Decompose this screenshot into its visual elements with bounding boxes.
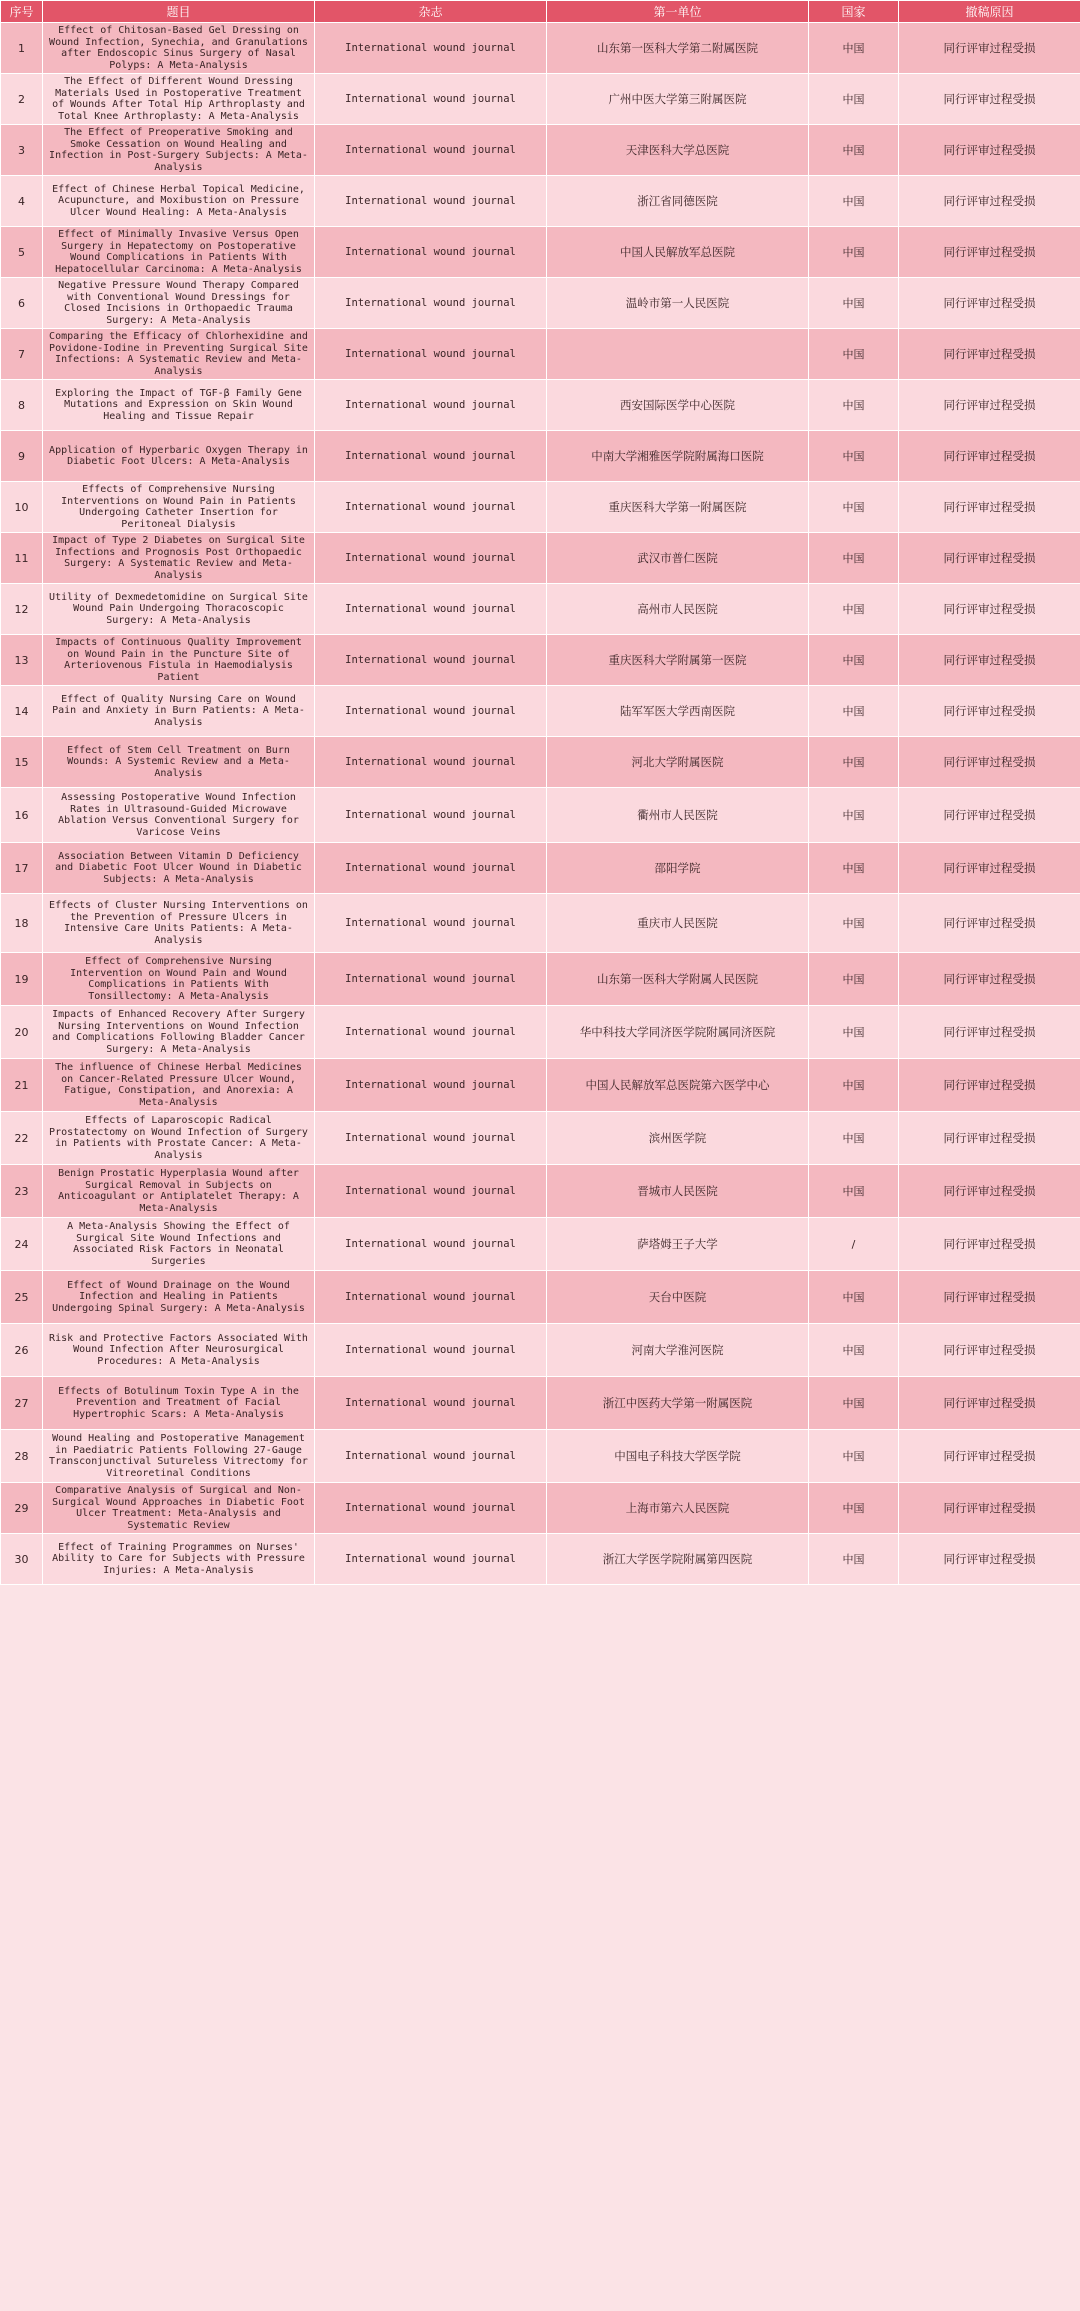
cell-unit: 萨塔姆王子大学 bbox=[547, 1218, 809, 1271]
table-row bbox=[1, 74, 1080, 125]
cell-journal: International wound journal bbox=[315, 686, 547, 737]
cell-index: 9 bbox=[1, 431, 43, 482]
cell-country: 中国 bbox=[809, 329, 899, 380]
cell-title: Effect of Minimally Invasive Versus Open Surgery in Hepatectomy on Postoperative Wound Complications in Patients With Hepatocellular Carcinoma: A Meta-Analysis bbox=[43, 227, 315, 278]
cell-reason: 同行评审过程受损 bbox=[899, 584, 1080, 635]
cell-reason: 同行评审过程受损 bbox=[899, 686, 1080, 737]
cell-title: Effect of Comprehensive Nursing Intervention on Wound Pain and Wound Complications in Patients With Tonsillectomy: A Meta-Analysis bbox=[43, 953, 315, 1006]
cell-title: Effect of Chitosan-Based Gel Dressing on Wound Infection, Synechia, and Granulations after Endoscopic Sinus Surgery of Nasal Polyps: A Meta-Analysis bbox=[43, 23, 315, 74]
cell-country: 中国 bbox=[809, 1430, 899, 1483]
table-row bbox=[1, 533, 1080, 584]
cell-journal: International wound journal bbox=[315, 737, 547, 788]
cell-journal: International wound journal bbox=[315, 953, 547, 1006]
cell-journal: International wound journal bbox=[315, 1059, 547, 1112]
cell-country: 中国 bbox=[809, 1377, 899, 1430]
cell-country: 中国 bbox=[809, 686, 899, 737]
table-row bbox=[1, 482, 1080, 533]
cell-index: 18 bbox=[1, 894, 43, 953]
cell-index: 29 bbox=[1, 1483, 43, 1534]
cell-title: Association Between Vitamin D Deficiency and Diabetic Foot Ulcer Wound in Diabetic Subjects: A Meta-Analysis bbox=[43, 843, 315, 894]
cell-index: 16 bbox=[1, 788, 43, 843]
cell-title: Assessing Postoperative Wound Infection Rates in Ultrasound-Guided Microwave Ablation Versus Conventional Surgery for Varicose Veins bbox=[43, 788, 315, 843]
cell-unit: 衢州市人民医院 bbox=[547, 788, 809, 843]
cell-unit: 武汉市普仁医院 bbox=[547, 533, 809, 584]
cell-unit: 重庆医科大学第一附属医院 bbox=[547, 482, 809, 533]
cell-index: 15 bbox=[1, 737, 43, 788]
cell-title: The Effect of Different Wound Dressing Materials Used in Postoperative Treatment of Wounds After Total Hip Arthroplasty and Total Knee Arthroplasty: A Meta-Analysis bbox=[43, 74, 315, 125]
cell-country: 中国 bbox=[809, 380, 899, 431]
cell-title: Negative Pressure Wound Therapy Compared with Conventional Wound Dressings for Closed Incisions in Orthopaedic Trauma Surgery: A Meta-Analysis bbox=[43, 278, 315, 329]
table-row bbox=[1, 227, 1080, 278]
table-row bbox=[1, 431, 1080, 482]
cell-journal: International wound journal bbox=[315, 125, 547, 176]
cell-journal: International wound journal bbox=[315, 176, 547, 227]
table-row bbox=[1, 1534, 1080, 1585]
cell-title: Effect of Stem Cell Treatment on Burn Wounds: A Systemic Review and a Meta-Analysis bbox=[43, 737, 315, 788]
table-row bbox=[1, 1165, 1080, 1218]
cell-unit: 天台中医院 bbox=[547, 1271, 809, 1324]
cell-unit: 温岭市第一人民医院 bbox=[547, 278, 809, 329]
cell-journal: International wound journal bbox=[315, 1483, 547, 1534]
cell-index: 27 bbox=[1, 1377, 43, 1430]
cell-unit: 上海市第六人民医院 bbox=[547, 1483, 809, 1534]
cell-index: 25 bbox=[1, 1271, 43, 1324]
cell-reason: 同行评审过程受损 bbox=[899, 329, 1080, 380]
cell-reason: 同行评审过程受损 bbox=[899, 635, 1080, 686]
cell-journal: International wound journal bbox=[315, 1430, 547, 1483]
cell-reason: 同行评审过程受损 bbox=[899, 380, 1080, 431]
cell-unit: 浙江省同德医院 bbox=[547, 176, 809, 227]
cell-reason: 同行评审过程受损 bbox=[899, 533, 1080, 584]
table-row bbox=[1, 1430, 1080, 1483]
cell-reason: 同行评审过程受损 bbox=[899, 125, 1080, 176]
table-row bbox=[1, 1218, 1080, 1271]
table-row bbox=[1, 843, 1080, 894]
cell-index: 6 bbox=[1, 278, 43, 329]
cell-title: The influence of Chinese Herbal Medicines on Cancer-Related Pressure Ulcer Wound, Fatigue, Constipation, and Anorexia: A Meta-Analysis bbox=[43, 1059, 315, 1112]
table-row bbox=[1, 635, 1080, 686]
cell-title: Utility of Dexmedetomidine on Surgical Site Wound Pain Undergoing Thoracoscopic Surgery: A Meta-Analysis bbox=[43, 584, 315, 635]
cell-reason: 同行评审过程受损 bbox=[899, 1271, 1080, 1324]
cell-reason: 同行评审过程受损 bbox=[899, 23, 1080, 74]
cell-journal: International wound journal bbox=[315, 788, 547, 843]
header-index: 序号 bbox=[1, 1, 43, 23]
cell-title: A Meta-Analysis Showing the Effect of Surgical Site Wound Infections and Associated Risk Factors in Neonatal Surgeries bbox=[43, 1218, 315, 1271]
cell-unit: 邵阳学院 bbox=[547, 843, 809, 894]
cell-unit: 陆军军医大学西南医院 bbox=[547, 686, 809, 737]
cell-unit: 滨州医学院 bbox=[547, 1112, 809, 1165]
cell-title: Application of Hyperbaric Oxygen Therapy in Diabetic Foot Ulcers: A Meta-Analysis bbox=[43, 431, 315, 482]
cell-journal: International wound journal bbox=[315, 23, 547, 74]
table-row bbox=[1, 686, 1080, 737]
cell-index: 7 bbox=[1, 329, 43, 380]
cell-reason: 同行评审过程受损 bbox=[899, 894, 1080, 953]
cell-index: 2 bbox=[1, 74, 43, 125]
cell-title: Effects of Cluster Nursing Interventions on the Prevention of Pressure Ulcers in Intensive Care Units Patients: A Meta-Analysis bbox=[43, 894, 315, 953]
cell-country: 中国 bbox=[809, 894, 899, 953]
cell-title: Comparative Analysis of Surgical and Non-Surgical Wound Approaches in Diabetic Foot Ulcer Treatment: Meta-Analysis and Systematic Review bbox=[43, 1483, 315, 1534]
table-row bbox=[1, 737, 1080, 788]
cell-index: 26 bbox=[1, 1324, 43, 1377]
cell-unit: 山东第一医科大学第二附属医院 bbox=[547, 23, 809, 74]
header-unit: 第一单位 bbox=[547, 1, 809, 23]
cell-unit: 广州中医大学第三附属医院 bbox=[547, 74, 809, 125]
cell-reason: 同行评审过程受损 bbox=[899, 176, 1080, 227]
cell-reason: 同行评审过程受损 bbox=[899, 1430, 1080, 1483]
table-row bbox=[1, 329, 1080, 380]
cell-reason: 同行评审过程受损 bbox=[899, 843, 1080, 894]
cell-title: Effects of Laparoscopic Radical Prostatectomy on Wound Infection of Surgery in Patients with Prostate Cancer: A Meta-Analysis bbox=[43, 1112, 315, 1165]
header-title: 题目 bbox=[43, 1, 315, 23]
cell-index: 22 bbox=[1, 1112, 43, 1165]
cell-title: The Effect of Preoperative Smoking and Smoke Cessation on Wound Healing and Infection in Post-Surgery Subjects: A Meta-Analysis bbox=[43, 125, 315, 176]
cell-index: 30 bbox=[1, 1534, 43, 1585]
cell-reason: 同行评审过程受损 bbox=[899, 1112, 1080, 1165]
cell-country: 中国 bbox=[809, 584, 899, 635]
cell-index: 20 bbox=[1, 1006, 43, 1059]
cell-reason: 同行评审过程受损 bbox=[899, 1218, 1080, 1271]
cell-index: 10 bbox=[1, 482, 43, 533]
cell-title: Effect of Quality Nursing Care on Wound Pain and Anxiety in Burn Patients: A Meta-Analysis bbox=[43, 686, 315, 737]
cell-journal: International wound journal bbox=[315, 1165, 547, 1218]
cell-country: 中国 bbox=[809, 176, 899, 227]
cell-journal: International wound journal bbox=[315, 1271, 547, 1324]
cell-country: 中国 bbox=[809, 1165, 899, 1218]
cell-country: 中国 bbox=[809, 953, 899, 1006]
table-row bbox=[1, 1059, 1080, 1112]
cell-title: Effect of Chinese Herbal Topical Medicine, Acupuncture, and Moxibustion on Pressure Ulcer Wound Healing: A Meta-Analysis bbox=[43, 176, 315, 227]
table-row bbox=[1, 380, 1080, 431]
cell-title: Effects of Botulinum Toxin Type A in the Prevention and Treatment of Facial Hypertrophic Scars: A Meta-Analysis bbox=[43, 1377, 315, 1430]
cell-country: 中国 bbox=[809, 533, 899, 584]
header-journal: 杂志 bbox=[315, 1, 547, 23]
cell-reason: 同行评审过程受损 bbox=[899, 788, 1080, 843]
cell-journal: International wound journal bbox=[315, 1112, 547, 1165]
cell-journal: International wound journal bbox=[315, 482, 547, 533]
cell-index: 23 bbox=[1, 1165, 43, 1218]
cell-country: 中国 bbox=[809, 278, 899, 329]
cell-country: 中国 bbox=[809, 1483, 899, 1534]
cell-country: 中国 bbox=[809, 125, 899, 176]
table-row bbox=[1, 788, 1080, 843]
cell-reason: 同行评审过程受损 bbox=[899, 737, 1080, 788]
cell-index: 14 bbox=[1, 686, 43, 737]
cell-country: 中国 bbox=[809, 74, 899, 125]
cell-index: 28 bbox=[1, 1430, 43, 1483]
cell-journal: International wound journal bbox=[315, 74, 547, 125]
cell-unit: 中国人民解放军总医院 bbox=[547, 227, 809, 278]
cell-journal: International wound journal bbox=[315, 584, 547, 635]
cell-unit: 华中科技大学同济医学院附属同济医院 bbox=[547, 1006, 809, 1059]
cell-index: 19 bbox=[1, 953, 43, 1006]
cell-title: Comparing the Efficacy of Chlorhexidine and Povidone-Iodine in Preventing Surgical Site Infections: A Systematic Review and Meta-Analysis bbox=[43, 329, 315, 380]
cell-index: 11 bbox=[1, 533, 43, 584]
table-row bbox=[1, 1006, 1080, 1059]
table-row bbox=[1, 23, 1080, 74]
cell-index: 12 bbox=[1, 584, 43, 635]
cell-reason: 同行评审过程受损 bbox=[899, 953, 1080, 1006]
cell-country: 中国 bbox=[809, 1059, 899, 1112]
cell-reason: 同行评审过程受损 bbox=[899, 1324, 1080, 1377]
cell-index: 17 bbox=[1, 843, 43, 894]
cell-unit: 浙江大学医学院附属第四医院 bbox=[547, 1534, 809, 1585]
cell-index: 21 bbox=[1, 1059, 43, 1112]
header-country: 国家 bbox=[809, 1, 899, 23]
cell-title: Benign Prostatic Hyperplasia Wound after Surgical Removal in Subjects on Anticoagulant or Antiplatelet Therapy: A Meta-Analysis bbox=[43, 1165, 315, 1218]
cell-reason: 同行评审过程受损 bbox=[899, 278, 1080, 329]
cell-journal: International wound journal bbox=[315, 635, 547, 686]
cell-country: 中国 bbox=[809, 1271, 899, 1324]
cell-country: 中国 bbox=[809, 431, 899, 482]
header-row bbox=[1, 1, 1080, 23]
cell-title: Effect of Wound Drainage on the Wound Infection and Healing in Patients Undergoing Spinal Surgery: A Meta-Analysis bbox=[43, 1271, 315, 1324]
cell-country: 中国 bbox=[809, 1006, 899, 1059]
table-row bbox=[1, 1271, 1080, 1324]
cell-unit: 河南大学淮河医院 bbox=[547, 1324, 809, 1377]
cell-index: 24 bbox=[1, 1218, 43, 1271]
table-body bbox=[1, 23, 1080, 1585]
cell-reason: 同行评审过程受损 bbox=[899, 1377, 1080, 1430]
cell-title: Impacts of Continuous Quality Improvement on Wound Pain in the Puncture Site of Arteriovenous Fistula in Haemodialysis Patient bbox=[43, 635, 315, 686]
cell-reason: 同行评审过程受损 bbox=[899, 74, 1080, 125]
cell-journal: International wound journal bbox=[315, 1218, 547, 1271]
cell-unit: 重庆市人民医院 bbox=[547, 894, 809, 953]
cell-country: 中国 bbox=[809, 1534, 899, 1585]
cell-unit: 高州市人民医院 bbox=[547, 584, 809, 635]
table-header bbox=[1, 1, 1080, 23]
cell-country: 中国 bbox=[809, 482, 899, 533]
cell-title: Impact of Type 2 Diabetes on Surgical Site Infections and Prognosis Post Orthopaedic Surgery: A Systematic Review and Meta-Analysis bbox=[43, 533, 315, 584]
cell-country: 中国 bbox=[809, 227, 899, 278]
table-row bbox=[1, 894, 1080, 953]
table-row bbox=[1, 1112, 1080, 1165]
table-row bbox=[1, 1324, 1080, 1377]
cell-index: 1 bbox=[1, 23, 43, 74]
cell-title: Exploring the Impact of TGF-β Family Gene Mutations and Expression on Skin Wound Healing and Tissue Repair bbox=[43, 380, 315, 431]
cell-unit: 晋城市人民医院 bbox=[547, 1165, 809, 1218]
cell-unit: 重庆医科大学附属第一医院 bbox=[547, 635, 809, 686]
cell-index: 8 bbox=[1, 380, 43, 431]
table-row bbox=[1, 1483, 1080, 1534]
cell-title: Effect of Training Programmes on Nurses' Ability to Care for Subjects with Pressure Injuries: A Meta-Analysis bbox=[43, 1534, 315, 1585]
cell-reason: 同行评审过程受损 bbox=[899, 1059, 1080, 1112]
cell-country: / bbox=[809, 1218, 899, 1271]
cell-country: 中国 bbox=[809, 1112, 899, 1165]
cell-unit: 西安国际医学中心医院 bbox=[547, 380, 809, 431]
cell-title: Effects of Comprehensive Nursing Interventions on Wound Pain in Patients Undergoing Catheter Insertion for Peritoneal Dialysis bbox=[43, 482, 315, 533]
cell-reason: 同行评审过程受损 bbox=[899, 1534, 1080, 1585]
cell-index: 5 bbox=[1, 227, 43, 278]
table-row bbox=[1, 176, 1080, 227]
cell-reason: 同行评审过程受损 bbox=[899, 227, 1080, 278]
cell-unit bbox=[547, 329, 809, 380]
cell-title: Impacts of Enhanced Recovery After Surgery Nursing Interventions on Wound Infection and Complications Following Bladder Cancer Surgery: A Meta-Analysis bbox=[43, 1006, 315, 1059]
cell-reason: 同行评审过程受损 bbox=[899, 482, 1080, 533]
cell-country: 中国 bbox=[809, 635, 899, 686]
cell-journal: International wound journal bbox=[315, 843, 547, 894]
cell-unit: 河北大学附属医院 bbox=[547, 737, 809, 788]
cell-journal: International wound journal bbox=[315, 1534, 547, 1585]
cell-country: 中国 bbox=[809, 737, 899, 788]
cell-country: 中国 bbox=[809, 788, 899, 843]
cell-index: 3 bbox=[1, 125, 43, 176]
cell-title: Risk and Protective Factors Associated With Wound Infection After Neurosurgical Procedures: A Meta-Analysis bbox=[43, 1324, 315, 1377]
cell-journal: International wound journal bbox=[315, 1006, 547, 1059]
header-reason: 撤稿原因 bbox=[899, 1, 1080, 23]
cell-unit: 浙江中医药大学第一附属医院 bbox=[547, 1377, 809, 1430]
cell-journal: International wound journal bbox=[315, 533, 547, 584]
cell-journal: International wound journal bbox=[315, 1377, 547, 1430]
cell-title: Wound Healing and Postoperative Management in Paediatric Patients Following 27-Gauge Transconjunctival Sutureless Vitrectomy for Vitreoretinal Conditions bbox=[43, 1430, 315, 1483]
table-row bbox=[1, 125, 1080, 176]
cell-unit: 中国电子科技大学医学院 bbox=[547, 1430, 809, 1483]
cell-unit: 中南大学湘雅医学院附属海口医院 bbox=[547, 431, 809, 482]
cell-journal: International wound journal bbox=[315, 894, 547, 953]
cell-journal: International wound journal bbox=[315, 329, 547, 380]
cell-reason: 同行评审过程受损 bbox=[899, 1165, 1080, 1218]
cell-index: 13 bbox=[1, 635, 43, 686]
table-row bbox=[1, 278, 1080, 329]
cell-journal: International wound journal bbox=[315, 431, 547, 482]
cell-reason: 同行评审过程受损 bbox=[899, 1483, 1080, 1534]
cell-journal: International wound journal bbox=[315, 278, 547, 329]
cell-unit: 山东第一医科大学附属人民医院 bbox=[547, 953, 809, 1006]
cell-journal: International wound journal bbox=[315, 380, 547, 431]
cell-index: 4 bbox=[1, 176, 43, 227]
cell-journal: International wound journal bbox=[315, 1324, 547, 1377]
cell-reason: 同行评审过程受损 bbox=[899, 1006, 1080, 1059]
table-row bbox=[1, 1377, 1080, 1430]
table-row bbox=[1, 584, 1080, 635]
table-row bbox=[1, 953, 1080, 1006]
cell-country: 中国 bbox=[809, 1324, 899, 1377]
cell-reason: 同行评审过程受损 bbox=[899, 431, 1080, 482]
cell-country: 中国 bbox=[809, 23, 899, 74]
cell-journal: International wound journal bbox=[315, 227, 547, 278]
cell-country: 中国 bbox=[809, 843, 899, 894]
cell-unit: 天津医科大学总医院 bbox=[547, 125, 809, 176]
cell-unit: 中国人民解放军总医院第六医学中心 bbox=[547, 1059, 809, 1112]
